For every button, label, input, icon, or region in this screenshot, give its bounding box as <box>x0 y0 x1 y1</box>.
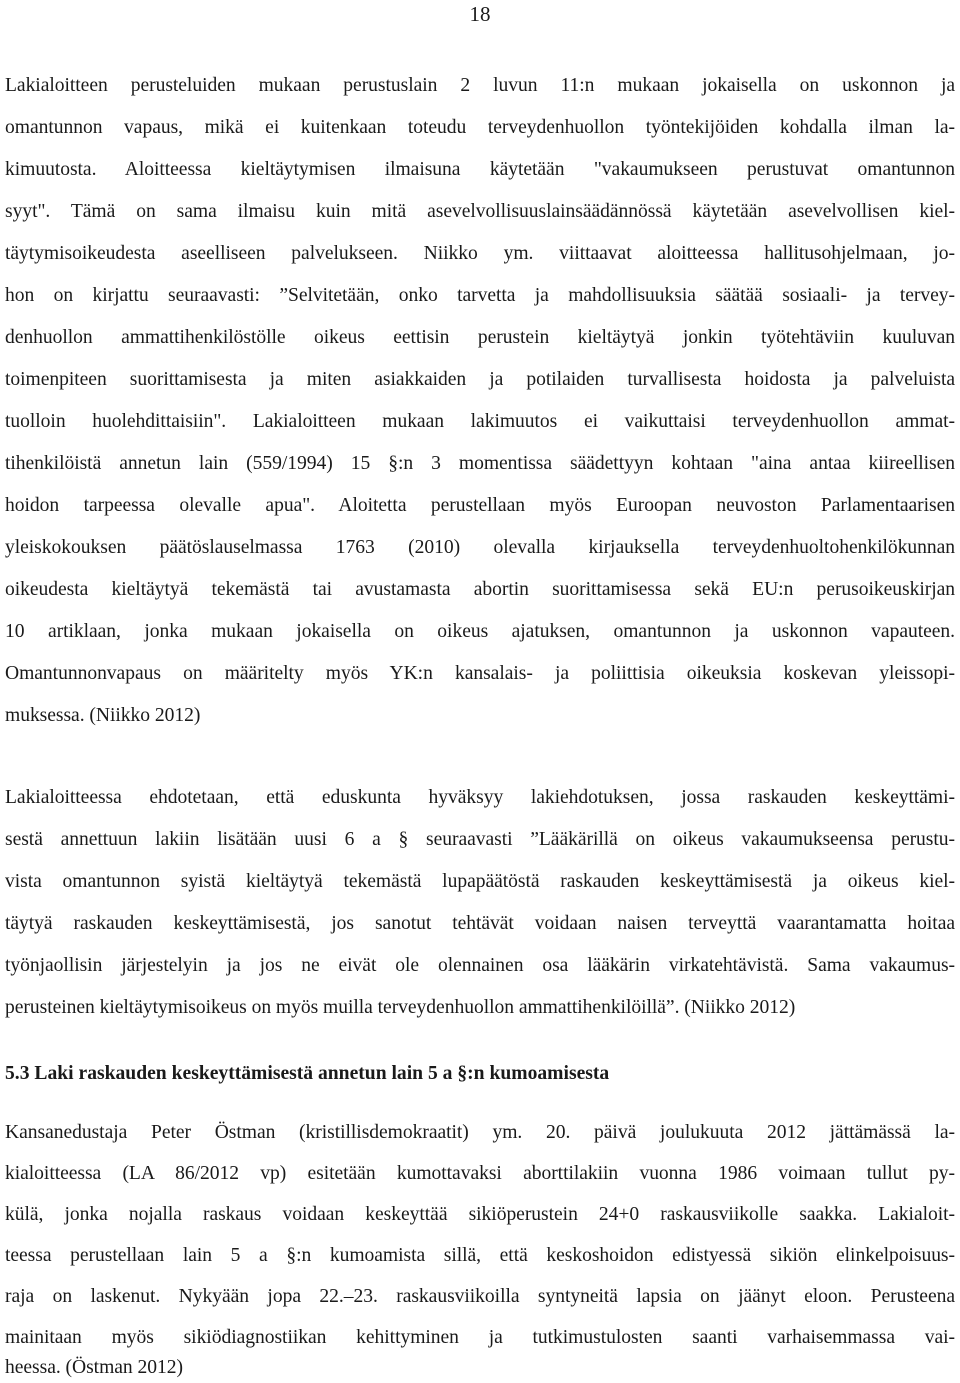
text-line: hon on kirjattu seuraavasti: ”Selvitetään, onko tarvetta ja mahdollisuuksia säätää sosiaali- ja tervey- <box>5 285 955 306</box>
text-line: oikeudesta kieltäytyä tekemästä tai avustamasta abortin suorittamisessa sekä EU:n perusoikeuskirjan <box>5 579 955 600</box>
text-line: heessa. (Östman 2012) <box>5 1357 183 1378</box>
text-line: sestä annettuun lakiin lisätään uusi 6 a § seuraavasti ”Lääkärillä on oikeus vakaumukseensa perustu- <box>5 829 955 850</box>
text-line: toimenpiteen suorittamisesta ja miten asiakkaiden ja potilaiden turvallisesta hoidosta ja palveluista <box>5 369 955 390</box>
section-heading: 5.3 Laki raskauden keskeyttämisestä annetun lain 5 a §:n kumoamisesta <box>5 1063 610 1084</box>
text-line: yleiskokouksen päätöslauselmassa 1763 (2010) olevalla kirjauksella terveydenhuoltohenkilökunnan <box>5 537 955 558</box>
text-line: kimuutosta. Aloitteessa kieltäytymisen ilmaisuna käytetään "vakaumukseen perustuvat omantunnon <box>5 159 955 180</box>
text-line: Kansanedustaja Peter Östman (kristillisdemokraatit) ym. 20. päivä joulukuuta 2012 jättämässä la- <box>5 1122 955 1143</box>
page-number: 18 <box>469 2 491 26</box>
text-line: Lakialoitteessa ehdotetaan, että eduskunta hyväksyy lakiehdotuksen, jossa raskauden keskeyttämi- <box>5 787 955 808</box>
text-line: omantunnon vapaus, mikä ei kuitenkaan toteudu terveydenhuollon työntekijöiden kohdalla ilman la- <box>5 117 955 138</box>
text-line: denhuollon ammattihenkilöstölle oikeus eettisin perustein kieltäytyä jonkin työtehtäviin kuuluvan <box>5 327 955 348</box>
text-line: külä, jonka nojalla raskaus voidaan keskeyttää sikiöperustein 24+0 raskausviikolle saakka. Lakialoit- <box>5 1204 955 1225</box>
text-line: täytymisoikeudesta aseelliseen palvelukseen. Niikko ym. viittaavat aloitteessa hallitusohjelmaan, jo- <box>5 243 955 264</box>
text-line: kialoitteessa (LA 86/2012 vp) esitetään kumottavaksi aborttilakiin vuonna 1986 voimaan tullut py- <box>5 1163 955 1184</box>
text-line: tihenkilöistä annetun lain (559/1994) 15 §:n 3 momentissa säädettyyn kohtaan "aina antaa kiireellisen <box>5 453 955 474</box>
text-line: mainitaan myös sikiödiagnostiikan kehittyminen ja tutkimustulosten saanti varhaisemmassa vai- <box>5 1327 955 1348</box>
text-line: raja on laskenut. Nykyään jopa 22.–23. raskausviikoilla syntyneitä lapsia on jäänyt eloon. Perusteena <box>5 1286 955 1307</box>
text-line: 10 artiklaan, jonka mukaan jokaisella on oikeus ajatuksen, omantunnon ja uskonnon vapauteen. <box>5 621 955 642</box>
text-line: Lakialoitteen perusteluiden mukaan perustuslain 2 luvun 11:n mukaan jokaisella on uskonnon ja <box>5 75 955 96</box>
text-line: tuolloin huolehdittaisiin". Lakialoitteen mukaan lakimuutos ei vaikuttaisi terveydenhuollon ammat- <box>5 411 955 432</box>
text-line: työnjaollisin järjestelyin ja jos ne eivät ole olennainen osa lääkärin virkatehtävistä. Sama vakaumus- <box>5 955 955 976</box>
text-line: perusteinen kieltäytymisoikeus on myös muilla terveydenhuollon ammattihenkilöillä”. (Niikko 2012) <box>5 997 796 1018</box>
text-line: Omantunnonvapaus on määritelty myös YK:n kansalais- ja poliittisia oikeuksia koskevan yleissopi- <box>5 663 955 684</box>
text-line: hoidon tarpeessa olevalle apua". Aloitetta perustellaan myös Euroopan neuvoston Parlamentaarisen <box>5 495 955 516</box>
text-line: täytyä raskauden keskeyttämisestä, jos sanotut tehtävät voidaan naisen terveyttä vaarantamatta hoitaa <box>5 913 955 934</box>
text-line: teessa perustellaan lain 5 a §:n kumoamista sillä, että keskoshoidon edistyessä sikiön elinkelpoisuus- <box>5 1245 955 1266</box>
text-line: syyt". Tämä on sama ilmaisu kuin mitä asevelvollisuuslainsäädännössä käytetään asevelvollisen kiel- <box>5 201 955 222</box>
text-line: muksessa. (Niikko 2012) <box>5 705 201 726</box>
text-line: vista omantunnon syistä kieltäytyä tekemästä lupapäätöstä raskauden keskeyttämisestä ja oikeus kiel- <box>5 871 955 892</box>
